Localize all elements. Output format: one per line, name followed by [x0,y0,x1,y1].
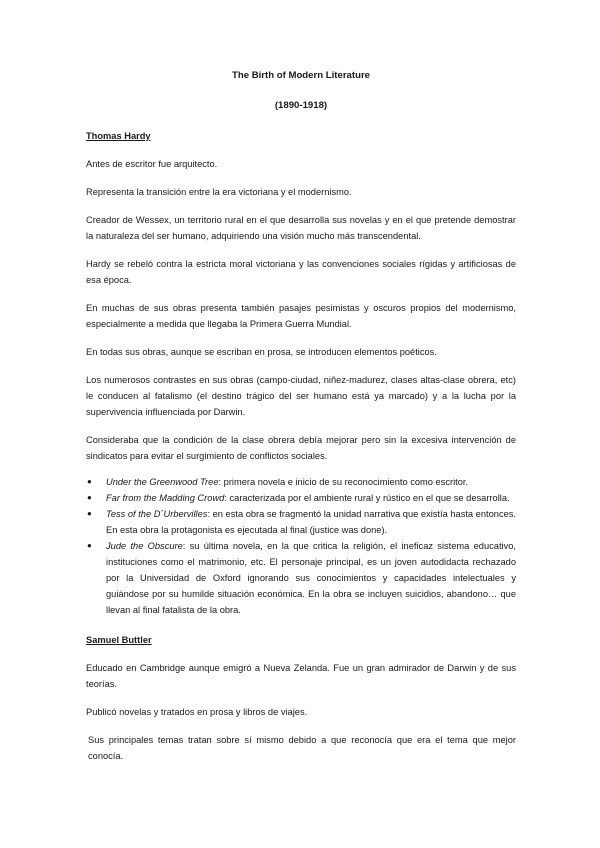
section-heading-thomas-hardy: Thomas Hardy [86,131,151,141]
document-page [86,68,516,764]
work-description: : caracterizada por el ambiente rural y rústico en el que se desarrolla. [224,493,510,503]
works-list [86,474,516,618]
section-heading-samuel-buttler: Samuel Buttler [86,635,152,645]
document-subtitle: (1890-1918) [274,100,328,111]
list-item [86,506,516,538]
bullet-icon: ● [87,477,92,486]
work-description: : en esta obra se fragmentó la unidad narrativa que existía hasta entonces. En esta obra la protagonista es ejecutada al final (justice was done). [106,509,516,535]
work-title: Tess of the D´Urbervilles [106,509,208,519]
bullet-icon: ● [87,541,92,550]
bullet-icon: ● [87,493,92,502]
work-description: : su última novela, en la que critica la religión, el ineficaz sistema educativo, instituciones como el matrimonio, etc. El personaje principal, es un joven autodidacta rechazado por la Universidad de Oxford ignorando sus conocimientos y capacidades intelectuales y guiándose por su humilde situación económica. En la obra se incluyen suicidios, abandono… que llevan al final fatalista de la obra. [106,541,516,615]
paragraph: En muchas de sus obras presenta también pasajes pesimistas y oscuros propios del modernismo, especialmente a medida que llegaba la Primera Guerra Mundial. [86,303,516,329]
work-description: : primera novela e inicio de su reconocimiento como escritor. [218,477,469,487]
list-item [86,490,516,506]
paragraph: Consideraba que la condición de la clase obrera debía mejorar pero sin la excesiva intervención de sindicatos para evitar el surgimiento de conflictos sociales. [86,435,516,461]
paragraph: Creador de Wessex, un territorio rural en el que desarrolla sus novelas y en el que pretende demostrar la naturaleza del ser humano, adquiriendo una visión mucho más transcendental. [86,215,516,241]
bullet-icon: ● [87,509,92,518]
paragraph: Antes de escritor fue arquitecto. [86,159,218,169]
paragraph: Representa la transición entre la era victoriana y el modernismo. [86,187,352,197]
work-title: Under the Greenwood Tree [106,477,219,487]
paragraph: Publicó novelas y tratados en prosa y libros de viajes. [86,707,308,717]
paragraph: Los numerosos contrastes en sus obras (campo-ciudad, niñez-madurez, clases altas-clase obrera, etc) le conducen al fatalismo (el destino trágico del ser humano está ya marcado) y a la lucha por la supervivencia influenciada por Darwin. [86,375,516,417]
list-item [86,538,516,618]
document-title: The Birth of Modern Literature [231,70,371,81]
work-title: Far from the Madding Crowd [106,493,225,503]
paragraph: Educado en Cambridge aunque emigró a Nueva Zelanda. Fue un gran admirador de Darwin y de sus teorías. [86,663,516,689]
paragraph: Sus principales temas tratan sobre sí mismo debido a que reconocía que era el tema que mejor conocía. [88,735,516,761]
paragraph: En todas sus obras, aunque se escriban en prosa, se introducen elementos poéticos. [86,347,437,357]
paragraph: Hardy se rebeló contra la estricta moral victoriana y las convenciones sociales rígidas y artificiosas de esa época. [86,259,516,285]
work-title: Jude the Obscure [106,541,183,551]
list-item [86,474,516,490]
